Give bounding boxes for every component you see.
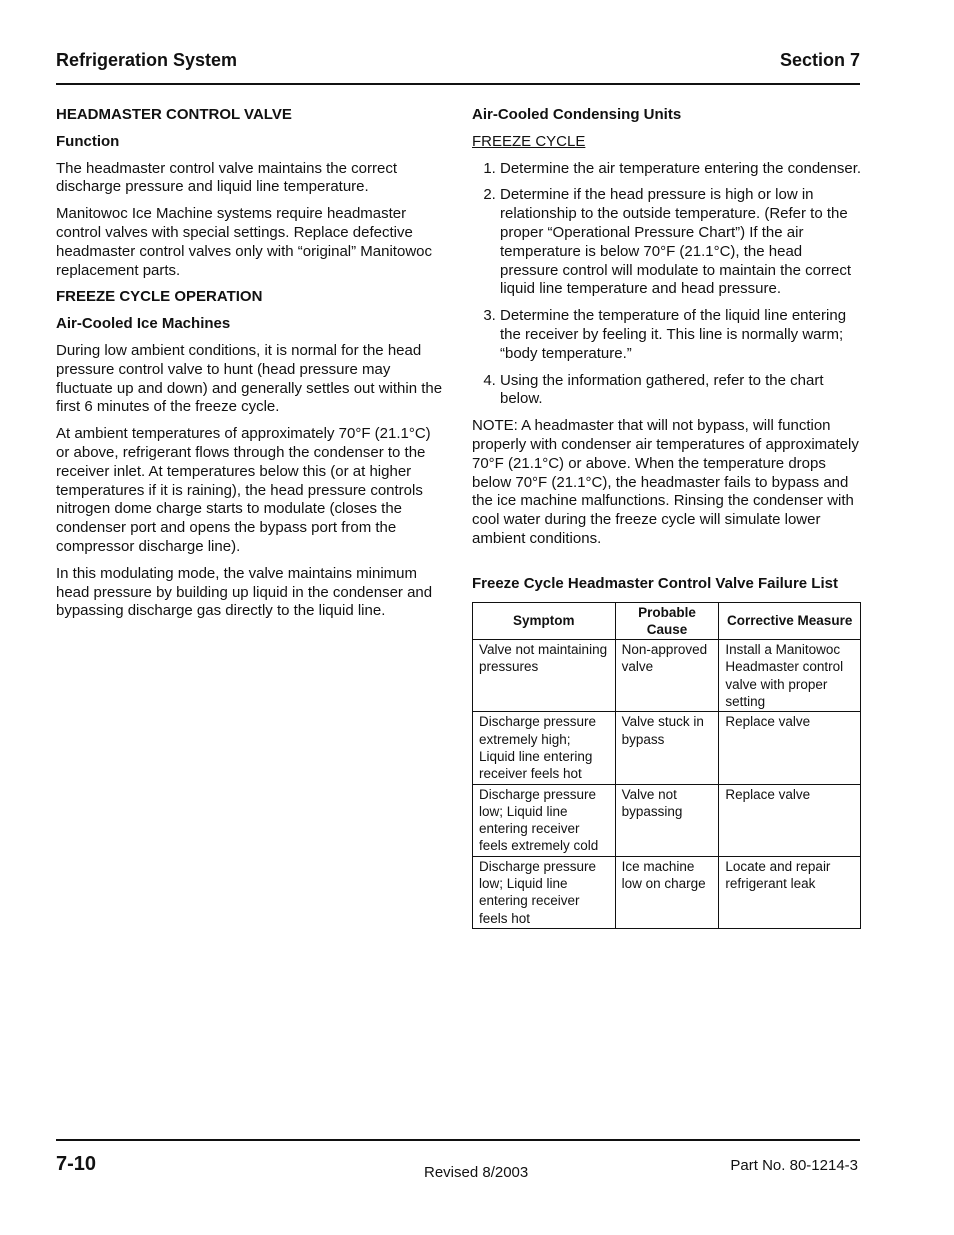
table-row xyxy=(473,856,861,928)
heading-air-cooled-ice-machines: Air-Cooled Ice Machines xyxy=(56,315,231,333)
table-cell: Replace valve xyxy=(719,784,861,856)
table-cell: Non-approved valve xyxy=(615,640,719,712)
heading-headmaster: HEADMASTER CONTROL VALVE xyxy=(56,106,292,123)
list-item: 3. Determine the temperature of the liquid line entering the receiver by feeling it. This line is normally warm; “body temperature.” xyxy=(500,307,862,363)
steps-list xyxy=(472,160,862,410)
paragraph-low-ambient: During low ambient conditions, it is normal for the head pressure control valve to hunt (head pressure may fluctuate up and down) and generally settles out within the first 6 minutes of the freeze cycle. xyxy=(56,341,443,416)
heading-function: Function xyxy=(56,132,120,150)
right-column xyxy=(472,106,862,929)
heading-freeze-cycle-operation: FREEZE CYCLE OPERATION xyxy=(56,288,263,306)
table-cell: Locate and repair refrigerant leak xyxy=(719,856,861,928)
revision-date: Revised 8/2003 xyxy=(424,1164,529,1181)
table-row xyxy=(473,784,861,856)
table-cell: Install a Manitowoc Headmaster control valve with proper setting xyxy=(719,640,861,712)
table-cell: Discharge pressure extremely high; Liquid line entering receiver feels hot xyxy=(473,712,616,784)
subheading-freeze-cycle: FREEZE CYCLE xyxy=(472,132,586,150)
table-cell: Ice machine low on charge xyxy=(615,856,719,928)
heading-condensing-units: Air-Cooled Condensing Units xyxy=(472,106,682,123)
header-corrective-measure: Corrective Measure xyxy=(719,602,861,640)
header-probable-cause: Probable Cause xyxy=(615,602,719,640)
table-cell: Replace valve xyxy=(719,712,861,784)
table-cell: Valve not maintaining pressures xyxy=(473,640,616,712)
table-cell: Discharge pressure low; Liquid line entering receiver feels extremely cold xyxy=(473,784,616,856)
table-cell: Discharge pressure low; Liquid line entering receiver feels hot xyxy=(473,856,616,928)
left-column xyxy=(56,106,446,629)
list-item: 2. Determine if the head pressure is high or low in relationship to the outside temperature. (Refer to the proper “Operational Pressure Chart”) If the air temperature is below 70°F (21.1°C), the head pressure control will modulate to maintain the correct liquid line temperature and head pressure. xyxy=(500,186,862,299)
table-title: Freeze Cycle Headmaster Control Valve Failure List xyxy=(472,574,838,592)
paragraph-ambient-temps: At ambient temperatures of approximately 70°F (21.1°C) or above, refrigerant flows through the condenser to the receiver inlet. At temperatures below this (or at higher temperatures if it is raining), the head pressure controls nitrogen dome charge starts to modulate (closes the condenser port and opens the bypass port from the compressor discharge line). xyxy=(56,425,431,555)
page-number: 7-10 xyxy=(56,1153,97,1175)
header-symptom: Symptom xyxy=(473,602,616,640)
failure-list-table xyxy=(472,602,861,929)
footer-rule xyxy=(56,1139,860,1141)
section-label: Section 7 xyxy=(779,50,860,70)
part-number: Part No. 80-1214-3 xyxy=(730,1157,858,1174)
paragraph-function: The headmaster control valve maintains the correct discharge pressure and liquid line temperature. xyxy=(56,159,397,196)
table-header-row xyxy=(473,602,861,640)
table-row xyxy=(473,712,861,784)
table-cell: Valve not bypassing xyxy=(615,784,719,856)
list-item: 4. Using the information gathered, refer to the chart below. xyxy=(500,372,862,410)
paragraph-modulating-mode: In this modulating mode, the valve maintains minimum head pressure by building up liquid in the condenser and bypassing discharge gas directly to the liquid line. xyxy=(56,564,433,620)
list-item: 1. Determine the air temperature entering the condenser. xyxy=(500,160,862,179)
table-row xyxy=(473,640,861,712)
table-cell: Valve stuck in bypass xyxy=(615,712,719,784)
page-title: Refrigeration System xyxy=(56,50,238,70)
paragraph-special-settings: Manitowoc Ice Machine systems require headmaster control valves with special settings. Replace defective headmaster control valves only with “original” Manitowoc replacement parts. xyxy=(56,205,432,279)
note-paragraph: NOTE: A headmaster that will not bypass, will function properly with condenser air temperatures of approximately 70°F (21.1°C) or above. When the temperature drops below 70°F (21.1°C), the headmaster fails to bypass and the ice machine malfunctions. Rinsing the condenser with cool water during the freeze cycle will simulate lower ambient conditions. xyxy=(472,417,859,547)
header-rule xyxy=(56,83,860,85)
page-header xyxy=(56,50,860,71)
